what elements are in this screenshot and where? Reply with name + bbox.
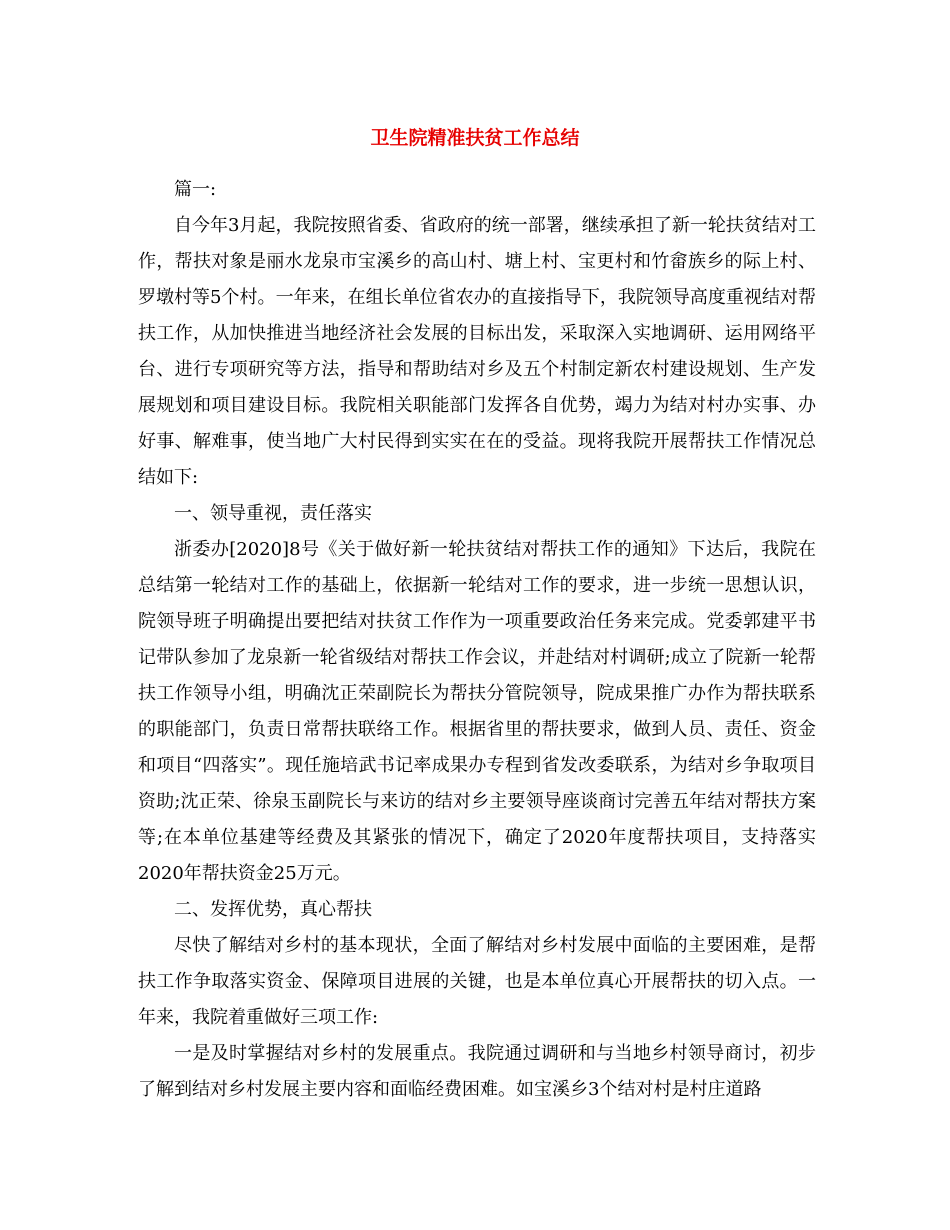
body-paragraph: 浙委办[2020]8号《关于做好新一轮扶贫结对帮扶工作的通知》下达后，我院在总结第一轮结对工作的基础上，依据新一轮结对工作的要求，进一步统一思想认识，院领导班子明确提出要把结对扶贫工作作为一项重要政治任务来完成。党委郭建平书记带队参加了龙泉新一轮省级结对帮扶工作会议，并赴结对村调研;成立了院新一轮帮扶工作领导小组，明确沈正荣副院长为帮扶分管院领导，院成果推广办作为帮扶联系的职能部门，负责日常帮扶联络工作。根据省里的帮扶要求，做到人员、责任、资金和项目“四落实”。现任施培武书记率成果办专程到省发改委联系，为结对乡争取项目资助;沈正荣、徐泉玉副院长与来访的结对乡主要领导座谈商讨完善五年结对帮扶方案等;在本单位基建等经费及其紧张的情况下，确定了2020年度帮扶项目，支持落实2020年帮扶资金25万元。	[138, 539, 816, 884]
body-paragraph: 自今年3月起，我院按照省委、省政府的统一部署，继续承担了新一轮扶贫结对工作，帮扶对象是丽水龙泉市宝溪乡的高山村、塘上村、宝更村和竹畲族乡的际上村、罗墩村等5个村。一年来，在组长单位省农办的直接指导下，我院领导高度重视结对帮扶工作，从加快推进当地经济社会发展的目标出发，采取深入实地调研、运用网络平台、进行专项研究等方法，指导和帮助结对乡及五个村制定新农村建设规划、生产发展规划和项目建设目标。我院相关职能部门发挥各自优势，竭力为结对村办实事、办好事、解难事，使当地广大村民得到实实在在的受益。现将我院开展帮扶工作情况总结如下:	[138, 215, 816, 488]
section-heading: 一、领导重视，责任落实	[174, 503, 372, 524]
body-paragraph: 一是及时掌握结对乡村的发展重点。我院通过调研和与当地乡村领导商讨，初步了解到结对乡村发展主要内容和面临经费困难。如宝溪乡3个结对村是村庄道路	[138, 1043, 816, 1100]
body-paragraph: 尽快了解结对乡村的基本现状，全面了解结对乡村发展中面临的主要困难，是帮扶工作争取落实资金、保障项目进展的关键，也是本单位真心开展帮扶的切入点。一年来，我院着重做好三项工作:	[138, 935, 816, 1028]
document-body	[138, 172, 816, 1108]
section-heading: 二、发挥优势，真心帮扶	[174, 899, 372, 920]
section-label: 篇一:	[174, 179, 217, 200]
document-title: 卫生院精准扶贫工作总结	[370, 127, 580, 149]
